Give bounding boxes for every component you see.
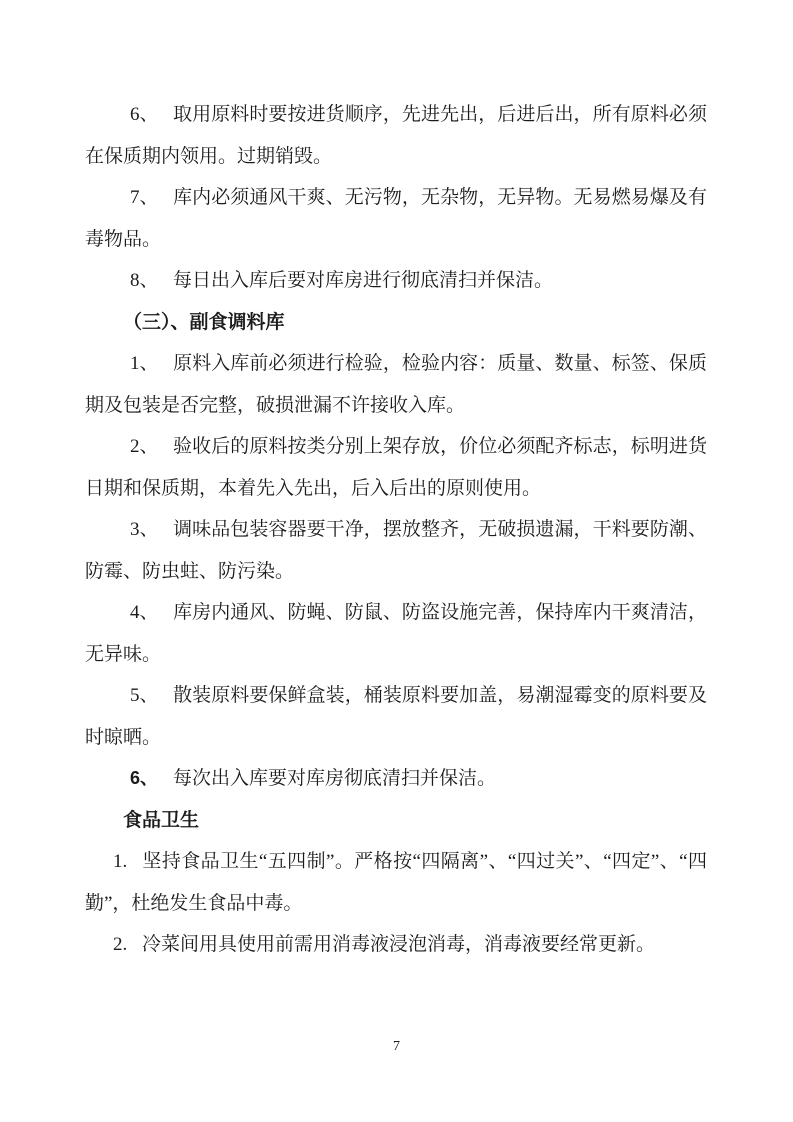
item-number: 6、 [130, 104, 159, 125]
numbered-item [85, 177, 707, 260]
numbered-item [85, 675, 707, 758]
item-text: 调味品包装容器要干净，摆放整齐，无破损遗漏，干料要防潮、防霉、防虫蛀、防污染。 [85, 519, 707, 582]
numbered-item [85, 343, 707, 426]
item-number: 5、 [130, 685, 159, 706]
heading-text: （三）、副食调料库 [123, 311, 285, 333]
page-number: 7 [393, 1039, 400, 1054]
item-number: 1、 [130, 353, 159, 374]
item-text: 验收后的原料按类分别上架存放，价位必须配齐标志，标明进货日期和保质期，本着先入先出，后入后出的原则使用。 [85, 436, 707, 499]
item-text: 原料入库前必须进行检验，检验内容：质量、数量、标签、保质期及包装是否完整，破损泄漏不许接收入库。 [85, 353, 707, 416]
item-text: 每次出入库要对库房彻底清扫并保洁。 [173, 768, 497, 789]
item-number: 7、 [130, 187, 159, 208]
item-number: 8、 [130, 270, 159, 291]
numbered-item [85, 426, 707, 509]
item-text: 坚持食品卫生“五四制”。严格按“四隔离”、“四过关”、“四定”、“四勤”，杜绝发生食品中毒。 [85, 851, 707, 914]
item-text: 取用原料时要按进货顺序，先进先出，后进后出，所有原料必须在保质期内领用。过期销毁。 [85, 104, 707, 167]
heading-text: 食品卫生 [123, 809, 200, 831]
item-text: 冷菜间用具使用前需用消毒液浸泡消毒，消毒液要经常更新。 [142, 934, 656, 955]
numbered-item [85, 592, 707, 675]
item-number: 2、 [130, 436, 159, 457]
item-text: 库房内通风、防蝇、防鼠、防盗设施完善，保持库内干爽清洁，无异味。 [85, 602, 707, 665]
numbered-item [85, 94, 707, 177]
numbered-subitem [85, 924, 707, 966]
numbered-subitem [85, 841, 707, 924]
item-number: 4、 [130, 602, 159, 623]
item-number: 2. [113, 934, 128, 955]
item-number: 3、 [130, 519, 159, 540]
item-text: 库内必须通风干爽、无污物，无杂物，无异物。无易燃易爆及有毒物品。 [85, 187, 707, 250]
item-number: 6、 [130, 768, 159, 788]
section-heading-food-hygiene [85, 800, 707, 842]
item-number: 1. [113, 851, 128, 872]
numbered-item [85, 758, 707, 800]
section-heading-condiment-storeroom [85, 302, 707, 344]
numbered-item [85, 260, 707, 302]
item-text: 每日出入库后要对库房进行彻底清扫并保洁。 [173, 270, 554, 291]
numbered-item [85, 509, 707, 592]
document-body [85, 94, 707, 966]
item-text: 散装原料要保鲜盒装，桶装原料要加盖，易潮湿霉变的原料要及时晾晒。 [85, 685, 707, 748]
